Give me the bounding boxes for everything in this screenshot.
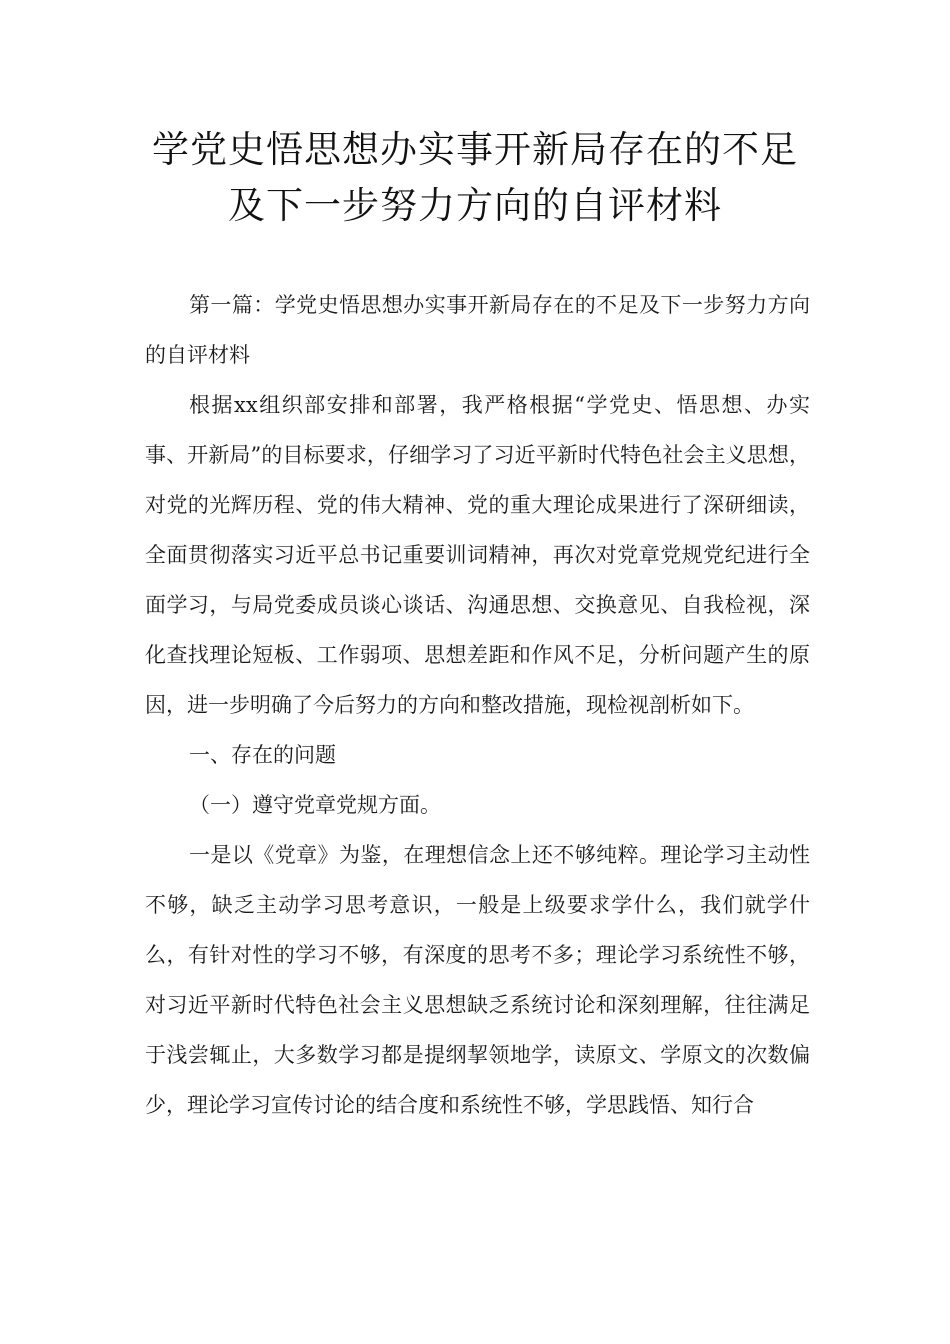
document-body: [145, 280, 810, 1130]
title-line-1: 学党史悟思想办实事开新局存在的不足: [152, 128, 798, 171]
subsection-heading-party-rules: （一）遵守党章党规方面。: [189, 793, 441, 817]
paragraph-heading-part1: 第一篇：学党史悟思想办实事开新局存在的不足及下一步努力方向的自评材料: [145, 293, 810, 367]
paragraph-intro: 根据xx组织部安排和部署，我严格根据“学党史、悟思想、办实事、开新局”的目标要求，仔细学习了习近平新时代特色社会主义思想，对党的光辉历程、党的伟大精神、党的重大理论成果进行了深研细读，全面贯彻落实习近平总书记重要训词精神，再次对党章党规党纪进行全面学习，与局党委成员谈心谈话、沟通思想、交换意见、自我检视，深化查找理论短板、工作弱项、思想差距和作风不足，分析问题产生的原因，进一步明确了今后努力的方向和整改措施，现检视剖析如下。: [145, 393, 810, 717]
section-heading-problems: 一、存在的问题: [189, 743, 336, 767]
document-title: [120, 122, 830, 234]
paragraph-point-one: 一是以《党章》为鉴，在理想信念上还不够纯粹。理论学习主动性不够，缺乏主动学习思考意识，一般是上级要求学什么，我们就学什么，有针对性的学习不够，有深度的思考不多；理论学习系统性不够，对习近平新时代特色社会主义思想缺乏系统讨论和深刻理解，往往满足于浅尝辄止，大多数学习都是提纲挈领地学，读原文、学原文的次数偏少，理论学习宣传讨论的结合度和系统性不够，学思践悟、知行合: [145, 843, 810, 1117]
title-line-2: 及下一步努力方向的自评材料: [228, 184, 722, 227]
